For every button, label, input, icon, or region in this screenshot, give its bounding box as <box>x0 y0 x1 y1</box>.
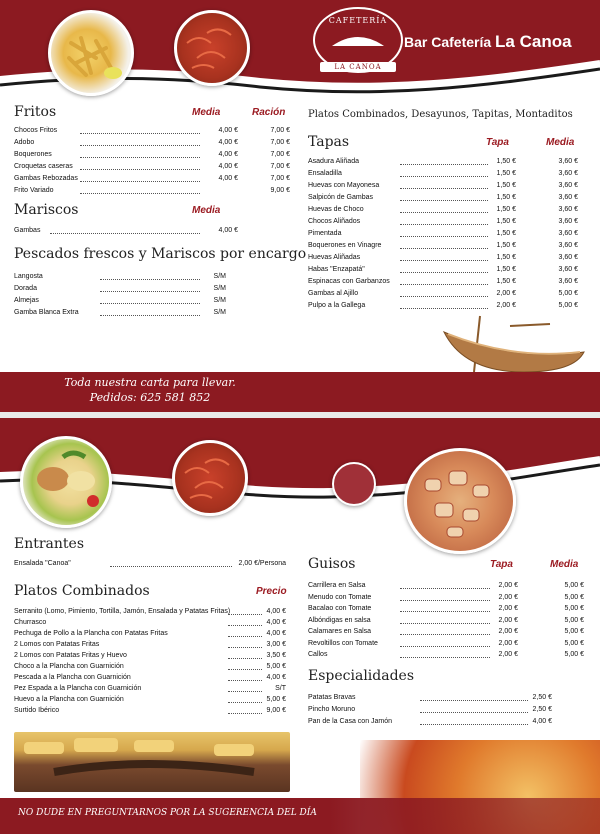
menu-item-price-1: 4,00 € <box>218 175 238 182</box>
menu-item-price-1: 2,00 € <box>498 582 518 589</box>
leader-dots <box>400 296 488 297</box>
menu-item-price-1: 2,00 € <box>498 605 518 612</box>
brand-title <box>404 32 572 52</box>
menu-item-price-1: 4,00 € <box>218 139 238 146</box>
brand-name: La Canoa <box>495 32 572 51</box>
menu-item-name: Gamba Blanca Extra <box>14 309 79 316</box>
leader-dots <box>110 566 232 567</box>
octopus-photo <box>404 448 516 554</box>
menu-item-price-2: 5,00 € <box>564 605 584 612</box>
leader-dots <box>400 600 490 601</box>
menu-item-price-1: 1,50 € <box>496 194 516 201</box>
menu-item-price-1: 2,00 €/Persona <box>238 560 286 567</box>
menu-item-name: Patatas Bravas <box>308 694 356 701</box>
canoe-illustration <box>440 312 590 374</box>
leader-dots <box>400 188 488 189</box>
menu-item-name: Menudo con Tomate <box>308 593 372 601</box>
leader-dots <box>400 284 488 285</box>
leader-dots <box>80 133 200 134</box>
menu-item-price-1: 2,50 € <box>532 706 552 713</box>
leader-dots <box>100 279 200 280</box>
menu-item-price-1: 2,00 € <box>498 639 518 647</box>
menu-item-price-1: S/M <box>213 285 226 292</box>
steak-photo <box>14 732 290 792</box>
leader-dots <box>400 646 490 647</box>
menu-item-name: Dorada <box>14 285 37 292</box>
menu-item-price-1: 4,00 € <box>218 227 238 234</box>
menu-item-price-1: 2,00 € <box>498 651 518 658</box>
leader-dots <box>400 634 490 635</box>
leader-dots <box>400 308 488 309</box>
leader-dots <box>400 611 490 612</box>
menu-item-name: Surtido Ibérico <box>14 707 60 714</box>
menu-item-name: Pan de la Casa con Jamón <box>308 718 393 725</box>
menu-item-price-1: 1,50 € <box>496 206 516 213</box>
menu-item-price-2: 3,60 € <box>558 170 578 177</box>
pescados-title: Pescados frescos y Mariscos por encargo <box>14 246 307 262</box>
guisos-title: Guisos <box>308 556 356 572</box>
menu-item-name: Ensaladilla <box>308 170 342 177</box>
leader-dots <box>400 212 488 213</box>
menu-item-name: 2 Lomos con Patatas Fritas y Huevo <box>14 652 127 659</box>
menu-item-price-1: 1,50 € <box>496 278 516 285</box>
menu-item-price-2: 7,00 € <box>270 163 290 170</box>
menu-item-name: Albóndigas en salsa <box>308 616 371 624</box>
entrantes-title: Entrantes <box>14 536 85 552</box>
tapas-title: Tapas <box>308 134 350 150</box>
canoa-logo <box>310 4 406 76</box>
shrimp-photo <box>174 10 250 86</box>
menu-item-price-1: 5,00 € <box>266 696 286 703</box>
guisos-col-1: Tapa <box>490 559 513 570</box>
menu-item-price-1: 4,00 € <box>532 718 552 725</box>
tapas-col-1: Tapa <box>486 137 509 148</box>
menu-item-price-1: 1,50 € <box>496 254 516 261</box>
menu-item-name: Pez Espada a la Plancha con Guarnición <box>14 685 142 692</box>
menu-item-price-2: 3,60 € <box>558 158 578 165</box>
menu-item-price-1: 2,00 € <box>496 290 516 297</box>
menu-item-name: Pechuga de Pollo a la Plancha con Patatas Fritas <box>14 630 168 637</box>
leader-dots <box>100 315 200 316</box>
menu-item-price-2: 9,00 € <box>270 187 290 194</box>
menu-item-name: Adobo <box>14 139 35 146</box>
menu-item-price-2: 5,00 € <box>564 582 584 589</box>
menu-item-price-2: 5,00 € <box>564 628 584 635</box>
menu-item-name: Frito Variado <box>14 187 54 194</box>
fritos-col-1: Media <box>192 107 221 118</box>
menu-item-price-1: 2,50 € <box>532 694 552 701</box>
menu-item-price-1: 3,00 € <box>266 641 286 648</box>
menu-item-price-1: 1,50 € <box>496 230 516 237</box>
leader-dots <box>80 145 200 146</box>
menu-item-price-1: S/M <box>213 273 226 280</box>
menu-item-name: Serranito (Lomo, Pimiento, Tortilla, Jamón, Ensalada y Patatas Fritas) <box>14 608 231 615</box>
leader-dots <box>100 291 200 292</box>
menu-item-price-2: 3,60 € <box>558 266 578 273</box>
menu-item-price-2: 7,00 € <box>270 175 290 182</box>
menu-item-price-2: 7,00 € <box>270 151 290 158</box>
section-subtitle: Platos Combinados, Desayunos, Tapitas, Montaditos <box>308 109 573 120</box>
menu-item-price-2: 3,60 € <box>558 206 578 213</box>
menu-item-price-2: 3,60 € <box>558 254 578 261</box>
menu-item-price-1: 2,00 € <box>498 628 518 635</box>
menu-item-name: Gambas al Ajillo <box>308 290 359 297</box>
menu-item-name: Carrillera en Salsa <box>308 582 366 589</box>
menu-item-price-2: 5,00 € <box>564 616 584 624</box>
menu-item-price-2: 3,60 € <box>558 182 578 189</box>
menu-item-name: Croquetas caseras <box>14 163 73 170</box>
leader-dots <box>400 224 488 225</box>
mariscos-title: Mariscos <box>14 202 79 218</box>
leader-dots <box>400 248 488 249</box>
menu-item-price-1: S/M <box>213 309 226 316</box>
platos-col-1: Precio <box>256 586 287 597</box>
menu-item-price-1: 1,50 € <box>496 182 516 189</box>
suggestion-footer <box>0 798 600 834</box>
leader-dots <box>80 157 200 158</box>
menu-item-name: Espinacas con Garbanzos <box>308 278 390 285</box>
leader-dots <box>400 623 490 624</box>
menu-item-price-2: 7,00 € <box>270 127 290 134</box>
menu-item-price-1: 9,00 € <box>266 707 286 714</box>
menu-item-price-2: 5,00 € <box>564 639 584 647</box>
menu-item-price-2: 3,60 € <box>558 230 578 237</box>
menu-item-name: Pescada a la Plancha con Guarnición <box>14 674 131 681</box>
takeaway-footer <box>0 372 600 412</box>
menu-item-price-1: 1,50 € <box>496 218 516 225</box>
menu-item-name: Calamares en Salsa <box>308 628 372 635</box>
leader-dots <box>400 657 490 658</box>
menu-item-price-2: 3,60 € <box>558 218 578 225</box>
accent-dot <box>332 462 376 506</box>
suggestion-text: NO DUDE EN PREGUNTARNOS POR LA SUGERENCIA DEL DÍA <box>18 808 317 818</box>
leader-dots <box>100 303 200 304</box>
menu-item-price-2: 5,00 € <box>558 290 578 297</box>
fritos-title: Fritos <box>14 104 57 120</box>
logo-bottom-text: LA CANOA <box>334 63 382 71</box>
shrimp-photo <box>172 440 248 516</box>
leader-dots <box>80 193 200 194</box>
leader-dots <box>400 176 488 177</box>
tapas-col-2: Media <box>546 137 575 148</box>
mariscos-col-1: Media <box>192 205 221 216</box>
menu-item-price-1: 5,00 € <box>266 663 286 670</box>
menu-panel-top <box>0 0 600 412</box>
menu-item-price-2: 3,60 € <box>558 194 578 201</box>
leader-dots <box>80 169 200 170</box>
menu-item-price-1: 2,00 € <box>498 616 518 624</box>
leader-dots <box>50 233 200 234</box>
leader-dots <box>400 164 488 165</box>
menu-item-name: Pincho Moruno <box>308 706 356 713</box>
menu-item-name: Gambas <box>14 227 41 234</box>
leader-dots <box>80 181 200 182</box>
menu-item-price-1: 2,00 € <box>496 302 516 309</box>
logo-top-text: CAFETERÍA <box>328 16 388 25</box>
menu-item-price-1: 4,00 € <box>266 608 286 615</box>
menu-item-price-1: 4,00 € <box>266 619 286 626</box>
fritos-col-2: Ración <box>252 107 286 118</box>
fries-photo <box>48 10 134 96</box>
menu-item-name: Chocos Aliñados <box>308 218 361 225</box>
menu-item-price-1: 4,00 € <box>218 163 238 170</box>
menu-item-price-1: 4,00 € <box>266 674 286 681</box>
menu-panel-bottom <box>0 418 600 834</box>
especialidades-title: Especialidades <box>308 668 415 684</box>
orders-phone: Pedidos: 625 581 852 <box>89 391 211 404</box>
takeaway-line: Toda nuestra carta para llevar. <box>64 376 236 389</box>
menu-item-name: Huevo a la Plancha con Guarnición <box>14 696 124 703</box>
menu-item-name: Churrasco <box>14 619 47 626</box>
leader-dots <box>400 260 488 261</box>
menu-item-name: Choco a la Plancha con Guarnición <box>14 663 124 670</box>
menu-item-name: Langosta <box>14 273 43 280</box>
menu-item-name: Boquerones <box>14 151 52 158</box>
leader-dots <box>420 724 528 725</box>
leader-dots <box>400 200 488 201</box>
menu-item-price-2: 5,00 € <box>558 302 578 309</box>
menu-item-price-1: 1,50 € <box>496 242 516 249</box>
menu-item-name: Revoltillos con Tomate <box>308 639 378 647</box>
menu-item-price-1: 4,00 € <box>218 151 238 158</box>
menu-item-name: Huevas con Mayonesa <box>308 182 380 189</box>
menu-item-price-1: 1,50 € <box>496 158 516 165</box>
menu-item-name: Habas "Enzapatá" <box>308 266 365 273</box>
leader-dots <box>400 272 488 273</box>
menu-item-price-1: 3,50 € <box>266 652 286 659</box>
menu-item-price-2: 3,60 € <box>558 242 578 249</box>
menu-item-name: Asadura Aliñada <box>308 158 359 165</box>
guisos-col-2: Media <box>550 559 579 570</box>
menu-item-price-1: 4,00 € <box>266 630 286 637</box>
menu-item-name: Callos <box>308 651 328 658</box>
leader-dots <box>420 712 528 713</box>
leader-dots <box>420 700 528 701</box>
platos-title: Platos Combinados <box>14 583 150 599</box>
leader-dots <box>400 588 490 589</box>
mixed-plate-photo <box>20 436 112 528</box>
menu-item-name: Bacalao con Tomate <box>308 605 372 612</box>
brand-prefix: Bar Cafetería <box>404 34 492 50</box>
menu-item-price-2: 3,60 € <box>558 278 578 285</box>
menu-item-name: Pulpo a la Gallega <box>308 302 366 309</box>
menu-item-price-1: 2,00 € <box>498 593 518 601</box>
menu-item-name: Gambas Rebozadas <box>14 175 78 182</box>
menu-item-name: 2 Lomos con Patatas Fritas <box>14 641 100 648</box>
menu-item-price-1: S/M <box>213 297 226 304</box>
menu-item-price-2: 5,00 € <box>564 593 584 601</box>
menu-item-price-1: 1,50 € <box>496 170 516 177</box>
menu-item-name: Pimentada <box>308 230 342 237</box>
menu-item-price-1: 4,00 € <box>218 127 238 134</box>
menu-item-name: Salpicón de Gambas <box>308 194 373 201</box>
leader-dots <box>400 236 488 237</box>
menu-item-price-2: 7,00 € <box>270 139 290 146</box>
menu-item-price-1: 1,50 € <box>496 266 516 273</box>
menu-item-price-1: S/T <box>275 685 286 692</box>
menu-item-name: Huevas de Choco <box>308 206 364 213</box>
menu-item-name: Chocos Fritos <box>14 127 58 134</box>
menu-item-name: Ensalada "Canoa" <box>14 560 71 567</box>
menu-item-name: Boquerones en Vinagre <box>308 242 382 249</box>
menu-item-price-2: 5,00 € <box>564 651 584 658</box>
menu-item-name: Huevas Aliñadas <box>308 254 361 261</box>
menu-item-name: Almejas <box>14 297 39 304</box>
